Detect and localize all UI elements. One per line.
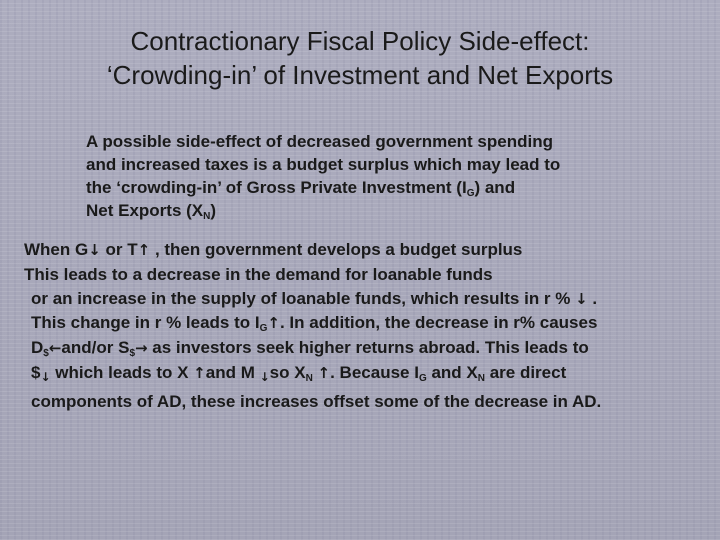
text: This change in r % leads to I bbox=[31, 313, 260, 333]
text: ) bbox=[210, 201, 217, 220]
body-line-7: components of AD, these increases offset some of the decrease in AD. bbox=[31, 391, 602, 411]
arrow-down-icon: ↓ bbox=[575, 289, 588, 308]
text: ) and bbox=[474, 178, 516, 197]
body-line-5 bbox=[24, 336, 714, 361]
arrow-right-icon: → bbox=[135, 339, 148, 358]
body-line-4 bbox=[24, 311, 714, 336]
body-line-3 bbox=[24, 287, 714, 312]
text: When G bbox=[24, 240, 89, 259]
text: so X bbox=[269, 362, 306, 382]
text: and X bbox=[426, 362, 478, 382]
subscript: G bbox=[466, 188, 475, 199]
subscript: N bbox=[305, 372, 313, 384]
title-line-1: Contractionary Fiscal Policy Side-effect: bbox=[130, 26, 590, 56]
text: $ bbox=[31, 362, 41, 382]
text: . Because I bbox=[330, 362, 419, 382]
arrow-down-icon: ↓ bbox=[40, 369, 51, 384]
text: or an increase in the supply of loanable funds, which results in r % bbox=[31, 288, 576, 308]
text: , then government develops a budget surplus bbox=[150, 240, 523, 259]
title-line-2: ‘Crowding-in’ of Investment and Net Exports bbox=[106, 60, 614, 90]
text: and M bbox=[205, 362, 260, 382]
subscript: $ bbox=[129, 348, 135, 360]
text: D bbox=[31, 338, 44, 358]
text: . In addition, the decrease in r% causes bbox=[279, 313, 598, 333]
text: Net Exports (X bbox=[86, 201, 204, 220]
body-line-2: This leads to a decrease in the demand for loanable funds bbox=[24, 264, 493, 284]
text: the ‘crowding-in’ of Gross Private Investment (I bbox=[86, 178, 467, 197]
arrow-down-icon: ↓ bbox=[259, 369, 270, 384]
text: as investors seek higher returns abroad. This leads to bbox=[147, 338, 589, 358]
text: or T bbox=[100, 240, 138, 259]
subscript: G bbox=[418, 372, 427, 384]
text: and/or S bbox=[61, 338, 130, 358]
arrow-up-icon: ↑ bbox=[267, 314, 280, 333]
intro-line-1: A possible side-effect of decreased government spending bbox=[86, 132, 553, 151]
intro-line-3 bbox=[86, 176, 686, 199]
text: which leads to X bbox=[50, 362, 194, 382]
slide-title bbox=[0, 24, 720, 92]
arrow-left-icon: ← bbox=[48, 339, 62, 358]
text: are direct bbox=[484, 362, 567, 382]
explanation-paragraph bbox=[24, 238, 714, 414]
subscript: N bbox=[203, 211, 211, 222]
intro-paragraph bbox=[86, 130, 686, 222]
intro-line-2: and increased taxes is a budget surplus which may lead to bbox=[86, 155, 561, 174]
arrow-up-icon: ↑ bbox=[193, 363, 206, 382]
text: . bbox=[587, 288, 598, 308]
body-line-1 bbox=[24, 238, 714, 263]
arrow-up-icon: ↑ bbox=[137, 241, 151, 259]
arrow-down-icon: ↓ bbox=[88, 241, 101, 259]
intro-line-4 bbox=[86, 199, 686, 222]
subscript: $ bbox=[43, 348, 49, 360]
body-line-6 bbox=[24, 361, 714, 390]
subscript: N bbox=[477, 372, 485, 384]
subscript: G bbox=[259, 323, 268, 335]
arrow-up-icon: ↑ bbox=[317, 363, 331, 382]
